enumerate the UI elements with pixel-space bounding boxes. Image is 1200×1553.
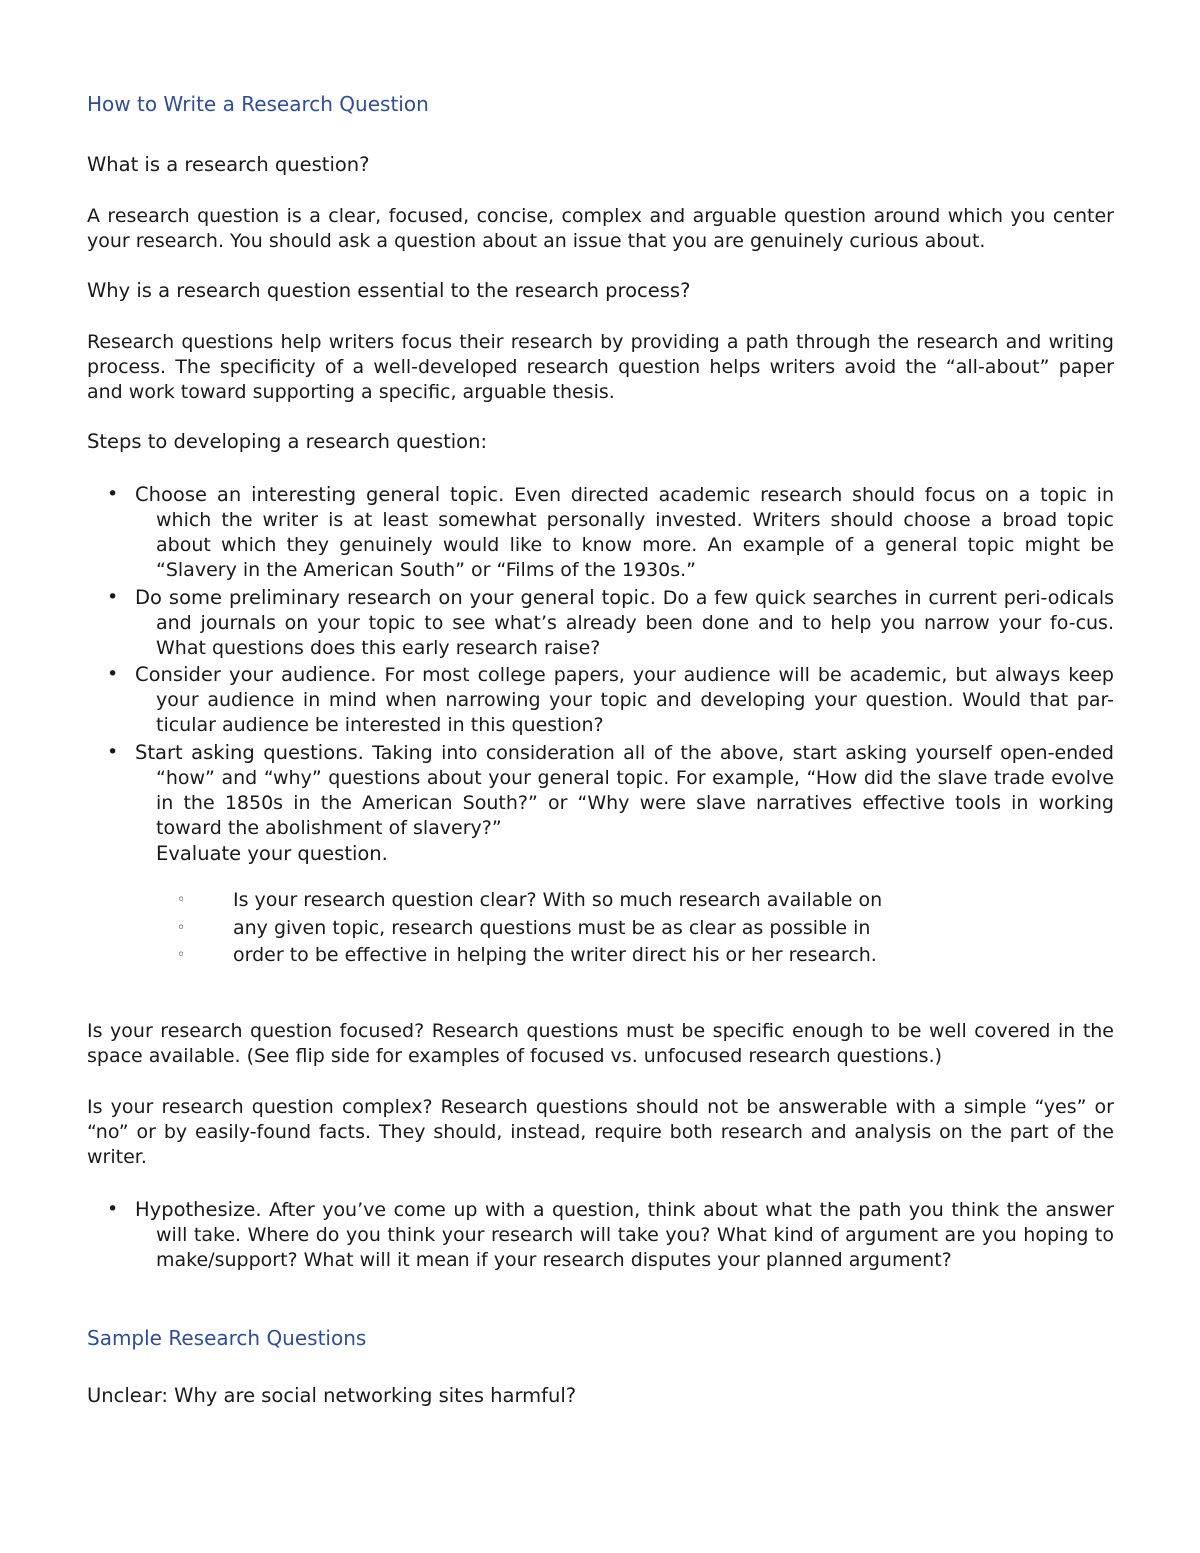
step-lead: Consider your audience. [135,663,377,686]
list-item [87,740,1114,866]
bullet-icon: • [107,585,119,608]
step-lead: Choose an interesting general topic. [135,483,505,506]
evaluate-label: Evaluate your question. [156,841,388,865]
hypothesize-text: After you’ve come up with a question, think about what the path you think the answer will take. Where do you think your research will take you? What kind of argument are you hoping to make/support? What will it mean if your research disputes your planned argument? [156,1199,1114,1271]
step-text: Even directed academic research should focus on a topic in which the writer is at least somewhat personally invested. Writers should choose a broad topic about which they genuinely would like to know more. An example of a general topic might be “Slavery in the American South” or “Films of the 1930s.” [156,484,1115,581]
evaluate-item-text: any given topic, research questions must be as clear as possible in [233,916,871,939]
list-item [87,888,882,916]
paragraph-complex: Is your research question complex? Research questions should not be answerable with a simple “yes” or “no” or by easily-found facts. They should, instead, require both research and analysis on the part of the writer. [87,1096,1114,1168]
step-lead: Do some preliminary research on your general topic. [135,585,656,609]
evaluate-list [87,888,882,971]
paragraph-definition: A research question is a clear, focused, concise, complex and arguable question around which you center your research. You should ask a question about an issue that you are genuinely curious about. [87,205,1114,252]
step-lead: Start asking questions. [135,740,364,764]
list-item [87,1197,1114,1273]
section-title-samples: Sample Research Questions [87,1326,367,1350]
step-text: Taking into consideration all of the above, start asking yourself open-ended “how” and “why” questions about your general topic. For example, “How did the slave trade evolve in the 1850s in the American South?” or “Why were slave narratives effective tools in working toward the abolishment of slavery?” [156,741,1114,839]
list-item [87,916,882,944]
sub-bullet-icon: ◦ [177,947,186,963]
evaluate-item-text: order to be effective in helping the writer direct his or her research. [233,944,877,966]
question-why-essential: Why is a research question essential to the research process? [87,279,691,302]
paragraph-focused: Is your research question focused? Research questions must be specific enough to be well covered in the space available. (See flip side for examples of focused vs. unfocused research questions.) [87,1020,1114,1067]
hypothesize-list [87,1197,1114,1275]
list-item [87,482,1114,583]
sub-bullet-icon: ◦ [177,892,186,908]
bullet-icon: • [107,740,119,763]
paragraph-why: Research questions help writers focus their research by providing a path through the research and writing process. The specificity of a well-developed research question helps writers avoid the “all-about” paper and work toward supporting a specific, arguable thesis. [87,331,1114,403]
step-text: For most college papers, your audience will be academic, but always keep your audience in mind when narrowing your topic and developing your question. Would that par-ticular audience be interested in this question? [156,664,1114,736]
question-what-is: What is a research question? [87,153,370,176]
hypothesize-lead: Hypothesize. [135,1198,262,1221]
bullet-icon: • [107,663,119,685]
sub-bullet-icon: ◦ [177,919,186,936]
page-title: How to Write a Research Question [87,92,429,116]
bullet-icon: • [107,1198,119,1220]
list-item [87,662,1114,738]
steps-heading: Steps to developing a research question: [87,430,488,453]
sample-unclear: Unclear: Why are social networking sites harmful? [87,1384,577,1407]
steps-list [87,482,1114,867]
bullet-icon: • [107,483,119,505]
list-item [87,585,1114,661]
step-text: Do a few quick searches in current peri-odicals and journals on your topic to see what’s already been done and to help you narrow your fo-cus. What questions does this early research raise? [156,586,1114,659]
list-item [87,943,882,971]
evaluate-item-text: Is your research question clear? With so much research available on [233,889,883,911]
